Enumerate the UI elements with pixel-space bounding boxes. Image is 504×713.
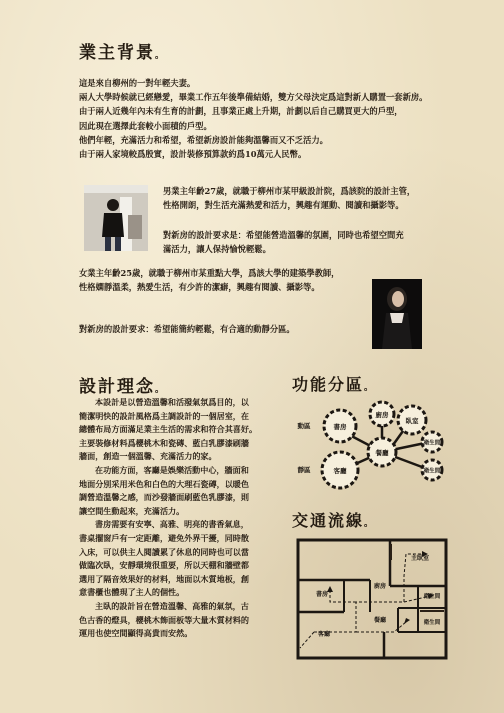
- female-owner-photo: [372, 279, 422, 349]
- dining-room-label: 餐廳: [373, 617, 387, 624]
- concept-line: 調營造溫馨之感，而沙發牆面刷藍色乳膠漆，則: [79, 492, 249, 503]
- bath-top-label: 衛生間: [423, 440, 441, 447]
- concept-line: 地面分別采用米色和白色的大理石瓷磚，以暖色: [79, 478, 249, 489]
- male-owner-info: [163, 184, 493, 212]
- intro-line: 由于兩人近幾年內未有生育的計劃，且事業正處上升期，計劃以后自己購買更大的戶型，: [79, 106, 403, 117]
- circulation-title-text: 交通流線: [292, 511, 365, 530]
- concept-line: 主臥的設計旨在營造溫馨、高雅的氣氛，古: [95, 600, 249, 611]
- master-room-label: 主臥室: [410, 555, 430, 562]
- female-req-line: 對新房的設計要求：希望能簡約輕鬆，有合適的動靜分區。: [79, 324, 295, 334]
- zone-label-static: 靜區: [297, 466, 311, 474]
- background-title-text: 業主背景: [79, 43, 155, 63]
- bath-room-label-a: 衛生間: [423, 594, 441, 600]
- female-line: 女業主年齡25歲，就職于柳州市某重點大學，爲該大學的建築學教師，: [79, 268, 340, 278]
- living-room-label: 客廳: [317, 631, 331, 638]
- concept-line: 運用也使空間顯得高貴而安然。: [79, 628, 193, 639]
- circulation-title: 交通流線。: [292, 511, 376, 530]
- male-owner-photo: [84, 185, 148, 251]
- concept-line: 總體布局方面滿足業主生活的需求和符合其喜好。: [79, 424, 258, 435]
- male-owner-requirement: [163, 228, 493, 256]
- kitchen-label: 廚房: [375, 411, 389, 419]
- concept-line: 入床，可以供主人閱讀累了休息的同時也可以當: [79, 546, 249, 557]
- intro-line: 因此現在選擇此套較小面積的戶型。: [79, 120, 212, 131]
- circulation-plan: [294, 536, 450, 664]
- male-req-line: 滿活力，讓人保持愉悅輕鬆。: [163, 244, 271, 255]
- master-label: 臥室: [405, 417, 419, 425]
- male-line: 性格開朗，對生活充滿熱愛和活力，興趣有運動、閱讀和攝影等。: [163, 200, 404, 211]
- background-title: 業主背景。: [79, 43, 167, 63]
- intro-line: 由于兩人家境較爲殷實，設計裝修預算款約爲10萬元人民幣。: [79, 149, 307, 160]
- female-line: 性格嫻靜溫柔，熱愛生活，有少許的潔癖，興趣有閱讀、攝影等。: [79, 282, 320, 293]
- concept-line: 書桌擺窗戶有一定距離，避免外界干擾，同時散: [79, 532, 249, 543]
- bath-bottom-label: 衛生間: [423, 468, 441, 475]
- concept-line: 牆面，創造一個溫馨、充滿活力的家。: [79, 451, 217, 462]
- zoning-title: 功能分區。: [292, 375, 376, 394]
- male-req-line: 對新房的設計要求是：希望能營造溫馨的氛圍，同時也希望空間充: [163, 230, 404, 240]
- concept-line: 主要裝修材料爲櫻桃木和瓷磚、藍白乳膠漆刷牆: [79, 437, 249, 448]
- study-room-label: 書房: [315, 591, 329, 598]
- concept-paragraph: [79, 464, 275, 518]
- concept-line: 本設計是以營造溫馨和活潑氣氛爲目的，以: [95, 397, 249, 407]
- kitchen-room-label: 廚房: [373, 583, 387, 590]
- zoning-title-text: 功能分區: [292, 375, 365, 394]
- concept-title: 設計理念。: [79, 377, 167, 397]
- study-label: 書房: [333, 423, 347, 431]
- concept-paragraph: [79, 600, 275, 641]
- female-owner-info: [79, 266, 379, 294]
- bath-room-label-b: 衛生間: [423, 620, 441, 626]
- concept-line: 書房需要有安寧、高雅、明亮的書香氣息，: [95, 519, 249, 530]
- intro-line: 他們年輕，充滿活力和希望，希望新房設計能夠溫馨而又不乏活力。: [79, 134, 328, 145]
- dining-label: 餐廳: [375, 449, 389, 457]
- concept-line: 在功能方面，客廳是娛樂活動中心，牆面和: [95, 464, 249, 475]
- concept-line: 讓空間生動起來，充滿活力。: [79, 505, 185, 516]
- concept-title-text: 設計理念: [79, 377, 155, 397]
- female-owner-requirement: [79, 322, 379, 336]
- concept-line: 選用了隔音效果好的材料，地面以木質地板，創: [79, 573, 249, 584]
- concept-line: 意書櫃也體現了主人的個性。: [79, 587, 185, 598]
- concept-line: 做臨次臥，安靜環境很重要，所以天棚和牆壁都: [79, 560, 249, 571]
- concept-line: 簡潔明快的設計風格爲主調設計的一個居室，在: [79, 410, 249, 421]
- concept-line: 色古香的燈具，櫻桃木飾面板等大量木質材料的: [79, 614, 249, 625]
- living-label: 客廳: [333, 467, 347, 475]
- concept-body: [79, 396, 275, 641]
- intro-line: 這是來自柳州的一對年輕夫妻。: [79, 78, 196, 88]
- zoning-diagram: [290, 396, 450, 492]
- concept-paragraph: [79, 396, 275, 464]
- intro-line: 兩人大學時候就已經戀愛，畢業工作五年後準備結婚，雙方父母決定爲這對新人購置一套新房。: [79, 92, 428, 103]
- background-intro: [79, 76, 489, 161]
- male-line: 男業主年齡27歲，就職于柳州市某甲級設計院，爲該院的設計主管，: [163, 186, 416, 196]
- zone-label-dynamic: 動區: [297, 422, 311, 430]
- concept-paragraph: [79, 518, 275, 600]
